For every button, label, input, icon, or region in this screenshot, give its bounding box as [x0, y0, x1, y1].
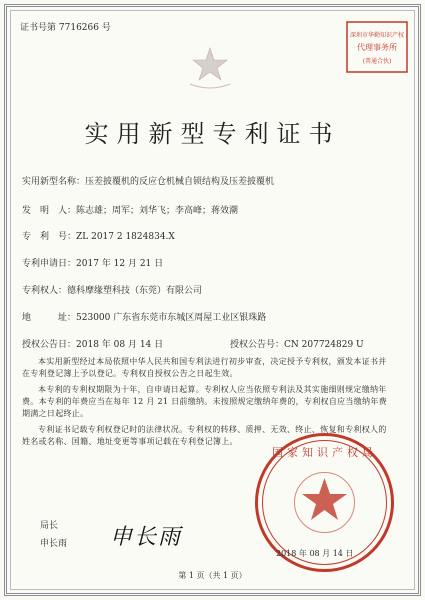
field-value: 德科摩缘塑科技（东莞）有限公司: [67, 286, 203, 296]
seal-text: 国家知识产权局: [272, 446, 377, 459]
field-label: 地 址：: [22, 313, 77, 323]
field-value: ZL 2017 2 1824834.X: [76, 232, 175, 242]
page-title: 实用新型专利证书: [84, 120, 341, 148]
field-row-inventor: [22, 203, 238, 216]
star-emblem: [180, 40, 240, 100]
field-row-address: [22, 310, 266, 323]
field-value: CN 207724829 U: [284, 340, 364, 350]
field-row-patentee: [22, 283, 202, 296]
field-row-grant-date: [22, 337, 163, 350]
field-label: 授权公告日：: [22, 340, 77, 350]
director-signature: 申长雨: [110, 525, 183, 550]
field-row-patent-number: [22, 229, 175, 242]
field-value: 2017 年 12 月 21 日: [76, 259, 164, 269]
field-row-application-date: [22, 256, 163, 269]
certificate-number-value: 7716266: [58, 23, 99, 33]
certificate-number: [20, 20, 111, 33]
agency-stamp-line1: 深圳市华勤知识产权: [349, 32, 404, 39]
director-title: 局长: [40, 521, 59, 531]
field-label: 专利申请日：: [22, 259, 77, 269]
field-label: 授权公告号：: [230, 340, 285, 350]
agency-stamp-line2: 代理事务所: [357, 43, 397, 52]
field-row-grant-number: [230, 337, 364, 350]
certificate-number-suffix: 号: [101, 23, 111, 33]
field-value: 523000 广东省东莞市东城区周屋工业区银珠路: [76, 313, 267, 323]
field-label: 实用新型名称：: [22, 177, 86, 187]
star-emblem-icon: [180, 40, 240, 100]
agency-stamp: [345, 20, 409, 74]
field-label: 发 明 人：: [22, 206, 77, 216]
field-label: 专 利 号：: [22, 232, 77, 242]
seal-date: 2018 年 08 月 14 日: [276, 549, 354, 558]
body-paragraph-2: 本专利的专利权期限为十年，自申请日起算。专利权人应当依照专利法及其实施细则规定缴纳年费。本专利的年费应当在每年 12 月 21 日前缴纳。未按照规定缴纳年费的，专利权自应当缴纳年费期满之日起终止。: [22, 385, 387, 418]
body-paragraph-3: 专利证书记载专利权登记时的法律状况。专利权的转移、质押、无效、终止、恢复和专利权人的姓名或名称、国籍、地址变更等事项记载在专利登记簿上。: [22, 425, 387, 446]
certificate-number-label: 证书号第: [20, 23, 57, 33]
field-label: 专利权人：: [22, 286, 68, 296]
body-paragraph-1: 本实用新型经过本局依照中华人民共和国专利法进行初步审查，决定授予专利权，颁发本证书并在专利登记簿上予以登记。专利权自授权公告之日起生效。: [22, 357, 387, 378]
director-name: 申长雨: [40, 539, 68, 549]
agency-stamp-line3: (普通合伙): [362, 58, 392, 65]
field-value: 陈志雄；周军；刘华飞；李高峰；蒋效潮: [76, 206, 239, 216]
page-footer: 第 1 页（共 1 页）: [178, 571, 247, 580]
field-value: 压差披覆机的反应仓机械自锁结构及压差披覆机: [85, 177, 275, 187]
field-value: 2018 年 08 月 14 日: [76, 340, 164, 350]
field-row-name: [22, 174, 274, 187]
